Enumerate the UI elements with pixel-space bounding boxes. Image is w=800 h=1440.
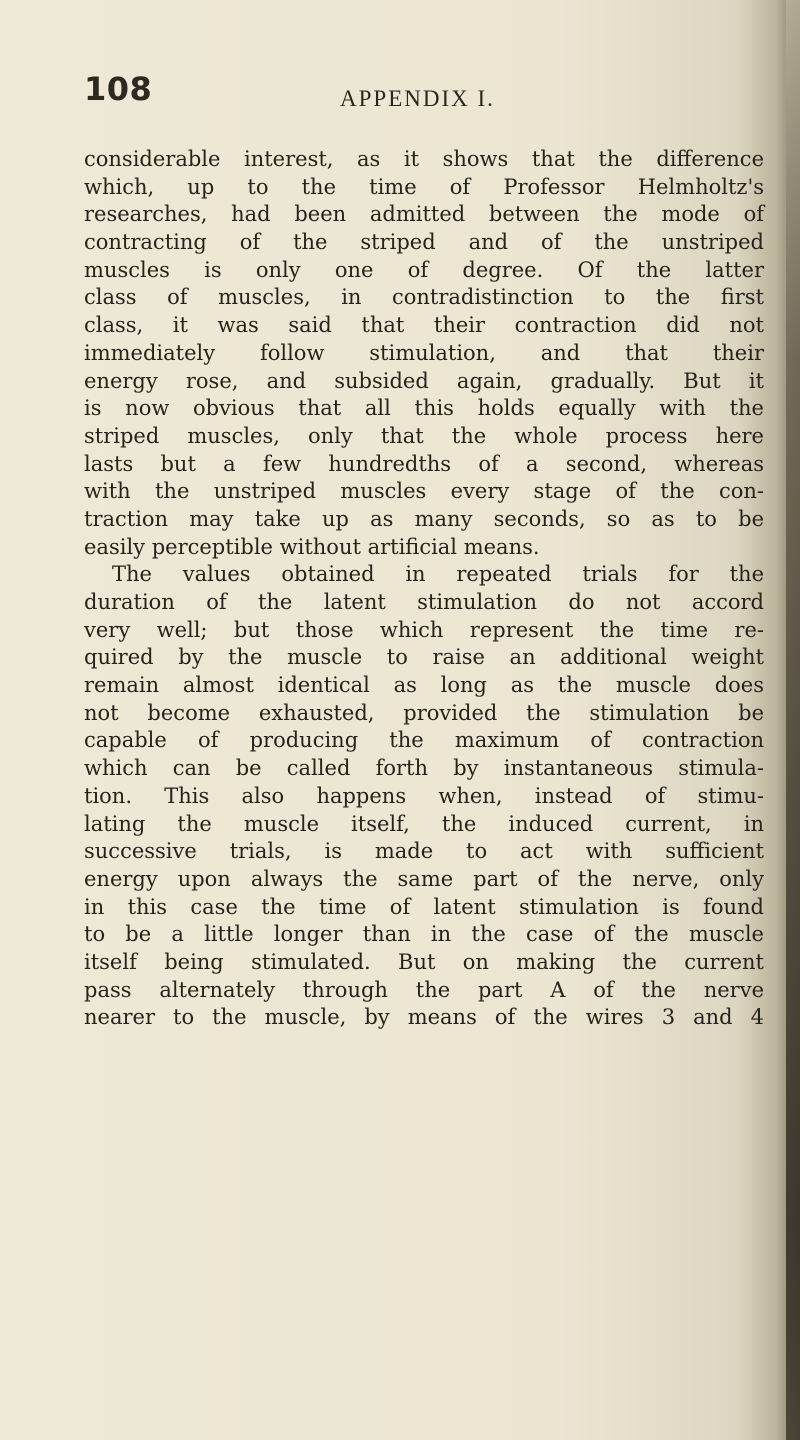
text-line: which can be called forth by instantaneous stimula- bbox=[84, 756, 764, 781]
text-line: class, it was said that their contraction did not bbox=[84, 313, 764, 338]
page-edge-shadow bbox=[786, 0, 800, 1440]
text-line: successive trials, is made to act with sufficient bbox=[84, 839, 764, 864]
text-line: remain almost identical as long as the muscle does bbox=[84, 673, 764, 698]
text-line: which, up to the time of Professor Helmholtz's bbox=[84, 174, 764, 199]
text-line: very well; but those which represent the time re- bbox=[84, 617, 764, 642]
text-line: pass alternately through the part A of the nerve bbox=[84, 977, 764, 1002]
text-line: with the unstriped muscles every stage of the con- bbox=[84, 479, 764, 504]
text-line: contracting of the striped and of the unstriped bbox=[84, 230, 764, 255]
text-line: striped muscles, only that the whole process here bbox=[84, 423, 764, 448]
text-line: easily perceptible without artificial means. bbox=[84, 534, 540, 559]
text-line: researches, had been admitted between the mode of bbox=[84, 202, 764, 227]
text-line: capable of producing the maximum of contraction bbox=[84, 728, 764, 753]
text-line: immediately follow stimulation, and that their bbox=[84, 340, 764, 365]
text-line: is now obvious that all this holds equally with the bbox=[84, 396, 764, 421]
running-head: APPENDIX I. bbox=[340, 86, 495, 111]
text-line: traction may take up as many seconds, so as to be bbox=[84, 506, 764, 531]
text-line: to be a little longer than in the case of the muscle bbox=[84, 922, 764, 947]
page-number: 108 bbox=[84, 70, 153, 108]
text-line: energy upon always the same part of the nerve, only bbox=[84, 866, 764, 891]
text-line: tion. This also happens when, instead of stimu- bbox=[84, 783, 764, 808]
text-line: The values obtained in repeated trials for the bbox=[112, 562, 764, 587]
text-line: not become exhausted, provided the stimulation be bbox=[84, 700, 764, 725]
text-line: lating the muscle itself, the induced current, in bbox=[84, 811, 764, 836]
text-line: considerable interest, as it shows that the difference bbox=[84, 147, 764, 171]
text-line: class of muscles, in contradistinction to the first bbox=[84, 285, 764, 310]
text-line: itself being stimulated. But on making the current bbox=[84, 949, 764, 974]
text-line: nearer to the muscle, by means of the wires 3 and 4 bbox=[84, 1005, 764, 1030]
text-line: quired by the muscle to raise an additional weight bbox=[84, 645, 764, 670]
text-line: energy rose, and subsided again, gradually. But it bbox=[84, 368, 764, 393]
text-line: duration of the latent stimulation do not accord bbox=[84, 590, 764, 614]
body-text bbox=[84, 146, 764, 1032]
text-line: muscles is only one of degree. Of the latter bbox=[84, 257, 764, 282]
text-line: in this case the time of latent stimulation is found bbox=[84, 894, 764, 919]
text-line: lasts but a few hundredths of a second, whereas bbox=[84, 451, 764, 476]
